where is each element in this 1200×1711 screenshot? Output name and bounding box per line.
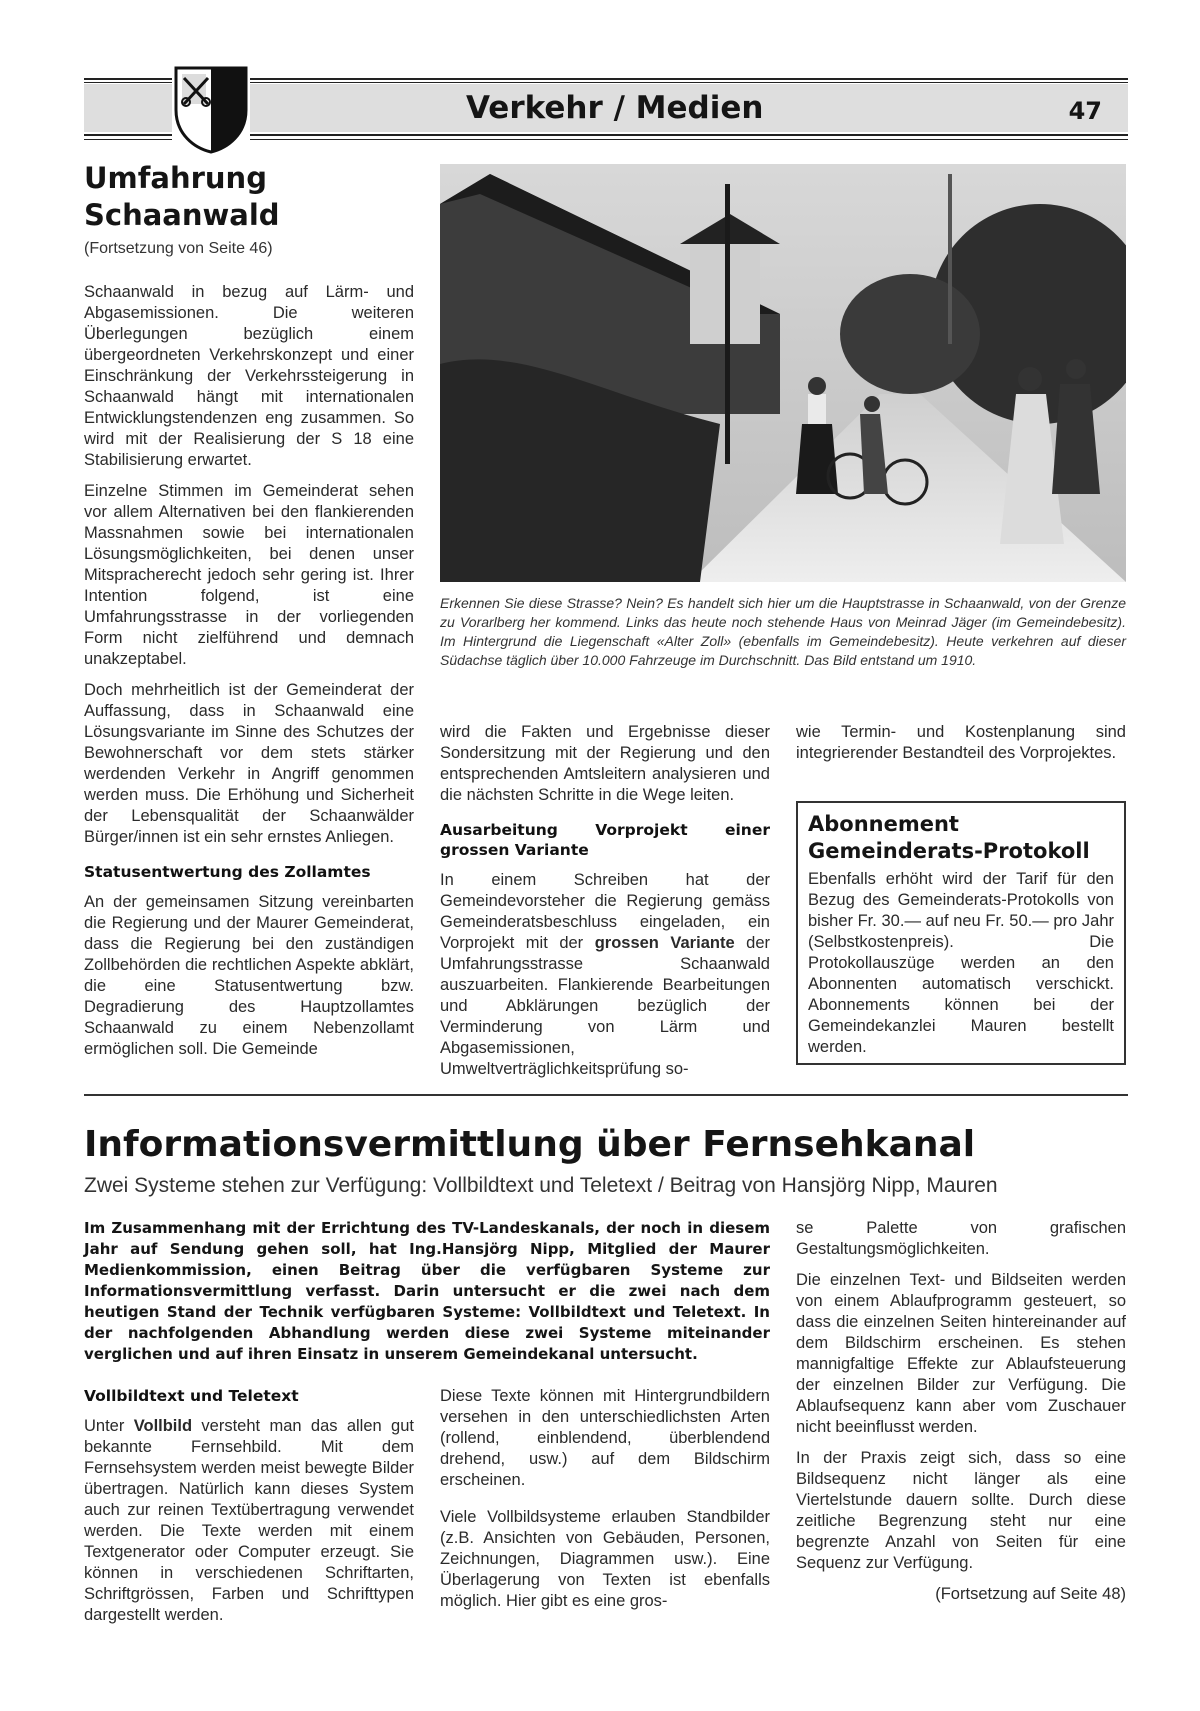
article-title-line2: Schaanwald: [84, 198, 280, 232]
municipal-crest-icon: [172, 64, 250, 154]
page-number: 47: [1068, 97, 1102, 125]
photo-caption: Erkennen Sie diese Strasse? Nein? Es handelt sich hier um die Hauptstrasse in Schaanwald, von der Grenze zu Vorarlberg her kommend. Links das heute noch stehende Haus von Meinrad Jäger (im Gemeindebesitz). Im Hintergrund die Liegenschaft «Alter Zoll» (ebenfalls im Gemeindebesitz). Heute verkehren auf dieser Südachse täglich über 10.000 Fahrzeuge im Durchschnitt. Das Bild entstand um 1910.: [440, 595, 1126, 668]
subheading-zollamt: Statusentwertung des Zollamtes: [84, 863, 371, 881]
paragraph: An der gemeinsamen Sitzung vereinbarten die Regierung und der Maurer Gemeinderat, dass die Regierung bei den zuständigen Zollbehörden die rechtlichen Aspekte abklärt, die eine Statusentwertung bzw. Degradierung des Hauptzollamtes Schaanwald zu einem Nebenzollamt ermöglichen soll. Die Gemeinde: [84, 893, 414, 1058]
text-run: der Umfahrungsstrasse Schaanwald auszuarbeiten. Flankierende Bearbeitungen und Abklärungen bezüglich der Verminderung von Lärm und Abgasemissionen, Umweltverträglichkeitsprüfung so-: [440, 934, 770, 1078]
article-title-informationsvermittlung: Informationsvermittlung über Fernsehkanal: [84, 1124, 976, 1165]
paragraph: wie Termin- und Kostenplanung sind integrierender Bestandteil des Vorprojektes.: [796, 723, 1126, 762]
paragraph: [84, 1416, 414, 1626]
article-divider: [84, 1094, 1128, 1096]
article-subtitle: Zwei Systeme stehen zur Verfügung: Vollbildtext und Teletext / Beitrag von Hansjörg Nipp, Mauren: [84, 1174, 998, 1197]
continuation-note: (Fortsetzung von Seite 46): [84, 240, 273, 257]
abonnement-title: [808, 811, 1114, 865]
text-run: In einem Schreiben hat der Gemeindevorsteher die Regierung gemäss Gemeinderatsbeschluss eingeladen, ein Vorprojekt mit der: [440, 871, 770, 952]
paragraph: In der Praxis zeigt sich, dass so eine Bildsequenz nicht länger als eine Viertelstunde dauern sollte. Durch diese zeitliche Begrenzung steht nur eine begrenzte Anzahl von Seiten für eine Sequenz zur Verfügung.: [796, 1449, 1126, 1572]
paragraph: se Palette von grafischen Gestaltungsmöglichkeiten.: [796, 1219, 1126, 1258]
bold-term: grossen Variante: [594, 934, 735, 952]
section-title: Verkehr / Medien: [466, 90, 764, 126]
paragraph: Viele Vollbildsysteme erlauben Standbilder (z.B. Ansichten von Gebäuden, Personen, Zeichnungen, Diagrammen usw.). Eine Überlagerung von Texten ist ebenfalls möglich. Hier gibt es eine gros-: [440, 1508, 770, 1610]
abonnement-text: Ebenfalls erhöht wird der Tarif für den Bezug des Gemeinderats-Protokolls von bisher Fr. 30.— auf neu Fr. 50.— pro Jahr (Selbstkostenpreis). Die Protokollauszüge werden an den Abonnenten automatisch verschickt. Abonnements können bei der Gemeindekanzlei Mauren bestellt werden.: [808, 870, 1114, 1056]
abonnement-title-line1: Abonnement: [808, 812, 959, 836]
paragraph: Schaanwald in bezug auf Lärm- und Abgasemissionen. Die weiteren Überlegungen bezüglich einem übergeordneten Verkehrskonzept und einer Einschränkung der Verkehrssteigerung in Schaanwald hängt mit internationalen Entwicklungstendenzen eng zusammen. So wird mit der Realisierung der S 18 eine Stabilisierung erwartet.: [84, 283, 414, 469]
continuation-note-next-page: (Fortsetzung auf Seite 48): [935, 1585, 1126, 1603]
article1-column1: [84, 282, 414, 1070]
abonnement-box: [796, 801, 1126, 1065]
article1-column3: [796, 722, 1126, 774]
paragraph: Die einzelnen Text- und Bildseiten werden von einem Ablaufprogramm gesteuert, so dass die einzelnen Seiten hintereinander auf dem Bildschirm erscheinen. Es stehen mannigfaltige Effekte zur Ablaufsteuerung der einzelnen Bilder zur Verfügung. Die Ablaufsequenz kann aber vom Zuschauer nicht beeinflusst werden.: [796, 1271, 1126, 1436]
paragraph: Einzelne Stimmen im Gemeinderat sehen vor allem Alternativen bei den flankierenden Massnahmen sowie bei internationalen Lösungsmöglichkeiten, bei denen unser Mitspracherecht jedoch sehr gering ist. Ihrer Intention folgend, ist eine Umfahrungsstrasse in der vorliegenden Form nicht zielführend und demnach unakzeptabel.: [84, 482, 414, 668]
article-lead: Im Zusammenhang mit der Errichtung des TV-Landeskanals, der noch in diesem Jahr auf Sendung gehen soll, hat Ing.Hansjörg Nipp, Mitglied der Maurer Medienkommission, einen Beitrag über die verfügbaren Systeme zur Informationsvermittlung verfasst. Darin untersucht er die zwei nach dem heutigen Stand der Technik verfügbaren Systeme: Vollbildtext und Teletext. In der nachfolgenden Abhandlung werden diese zwei Systeme miteinander verglichen und auf ihren Einsatz in unserem Gemeindekanal untersucht.: [84, 1219, 770, 1363]
paragraph: Doch mehrheitlich ist der Gemeinderat der Auffassung, dass in Schaanwald eine Lösungsvariante im Sinne des Schutzes der Bewohnerschaft vor dem stets stärker werdenden Verkehr in Angriff genommen werden muss. Die Erhöhung und Sicherheit der Lebensqualität der Schaanwälder Bürger/innen ist ein sehr ernstes Anliegen.: [84, 681, 414, 846]
article-title-umfahrung: [84, 160, 414, 234]
paragraph: wird die Fakten und Ergebnisse dieser Sondersitzung mit der Regierung und den entsprechenden Amtsleitern analysieren und die nächsten Schritte in die Wege leiten.: [440, 723, 770, 804]
subheading-vorprojekt: Ausarbeitung Vorprojekt einer grossen Variante: [440, 821, 770, 859]
article1-column2: [440, 722, 770, 1090]
article2-column2: [440, 1386, 770, 1622]
text-run: versteht man das allen gut bekannte Fernsehbild. Mit dem Fernsehsystem werden meist bewegte Bilder übertragen. Natürlich kann dieses System auch zur reinen Textübertragung verwendet werden. Die Texte werden mit einem Textgenerator oder Computer erzeugt. Sie können in verschiedenen Schriftarten, Schriftgrössen, Farben und Schrifttypen dargestellt werden.: [84, 1417, 414, 1624]
paragraph: Diese Texte können mit Hintergrundbildern versehen in den unterschiedlichsten Arten (rollend, einblendend, überblendend drehend, usw.) auf dem Bildschirm erscheinen.: [440, 1387, 770, 1489]
paragraph: [440, 870, 770, 1080]
bold-term: Vollbild: [133, 1417, 193, 1435]
subheading-vollbildtext: Vollbildtext und Teletext: [84, 1387, 299, 1405]
article2-column1: [84, 1386, 414, 1636]
abonnement-title-line2: Gemeinderats-Protokoll: [808, 839, 1090, 863]
text-run: Unter: [84, 1417, 134, 1435]
historic-street-photo: [440, 164, 1126, 582]
article-title-line1: Umfahrung: [84, 161, 267, 195]
article2-column3: [796, 1218, 1126, 1615]
